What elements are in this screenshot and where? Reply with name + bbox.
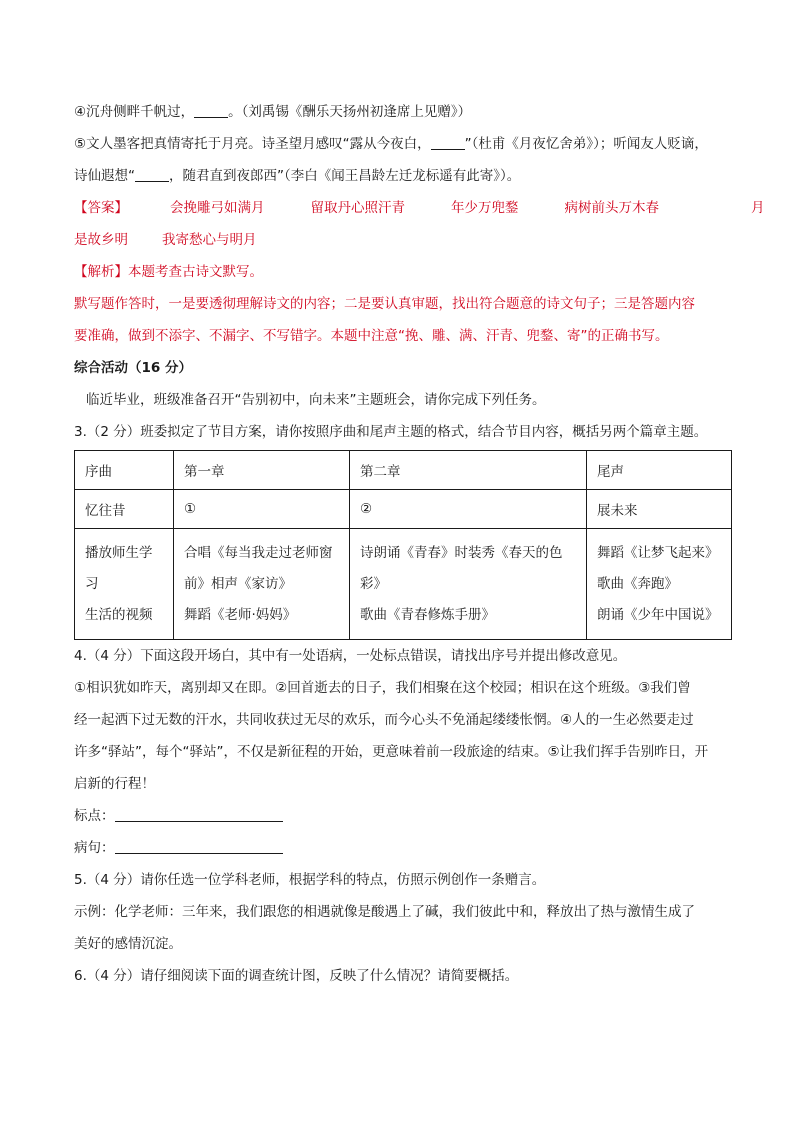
table-cell: 播放师生学习 生活的视频 xyxy=(75,529,174,640)
table-header-cell: 尾声 xyxy=(587,451,732,490)
q4-stem: 4.（4 分）下面这段开场白，其中有一处语病，一处标点错误，请找出序号并提出修改意见。 xyxy=(74,648,627,664)
q4-passage: 许多“驿站”，每个“驿站”，不仅是新征程的开始，更意味着前一段旅途的结束。⑤让我们挥手告别昨日，开 xyxy=(74,744,709,760)
sentence-label: 病句： xyxy=(74,840,115,856)
table-cell: ② xyxy=(350,490,587,529)
table-row xyxy=(75,451,732,490)
answer-item: 年少万兜鍪 xyxy=(451,200,519,216)
poem-item-4: ④沉舟侧畔千帆过， 。（刘禹锡《酬乐天扬州初逢席上见赠》） xyxy=(74,104,472,120)
q4-passage: 经一起洒下过无数的汗水，共同收获过无尽的欢乐，而今心头不免涌起缕缕怅惘。④人的一生必然要走过 xyxy=(74,712,694,728)
q5-example: 示例：化学老师：三年来，我们跟您的相遇就像是酸遇上了碱，我们彼此中和，释放出了热与激情生成了 xyxy=(74,904,695,920)
document-page xyxy=(74,96,765,992)
table-row xyxy=(75,490,732,529)
answer-item: 我寄愁心与明月 xyxy=(162,232,257,248)
answer-item: 是故乡明 xyxy=(74,232,128,248)
section-title: 综合活动（16 分） xyxy=(74,360,192,376)
punctuation-answer-field[interactable] xyxy=(115,807,283,822)
analysis-label: 【解析】 xyxy=(74,264,128,280)
answer-line-2 xyxy=(74,224,734,256)
answer-blank xyxy=(431,135,465,150)
answer-blank xyxy=(194,103,228,118)
q5-stem: 5.（4 分）请你任选一位学科老师，根据学科的特点，仿照示例创作一条赠言。 xyxy=(74,872,546,888)
answer-item: 会挽雕弓如满月 xyxy=(170,200,265,216)
q5-example: 美好的感情沉淀。 xyxy=(74,936,182,952)
analysis-heading: 【解析】本题考查古诗文默写。 xyxy=(74,264,263,280)
table-header-cell: 第二章 xyxy=(350,451,587,490)
table-cell: 舞蹈《让梦飞起来》 歌曲《奔跑》 朗诵《少年中国说》 xyxy=(587,529,732,640)
punctuation-label: 标点： xyxy=(74,808,115,824)
table-row xyxy=(75,529,732,640)
poem-item-5: ⑤文人墨客把真情寄托于月亮。诗圣望月感叹“露从今夜白， ”（杜甫《月夜忆舍弟》）；听闻友人贬谪， xyxy=(74,136,708,152)
table-cell: 展未来 xyxy=(587,490,732,529)
answer-item: 留取丹心照汗青 xyxy=(310,200,405,216)
answer-label: 【答案】 xyxy=(74,200,128,216)
q4-passage: ①相识犹如昨天，离别却又在即。②回首逝去的日子，我们相聚在这个校园；相识在这个班级。③我们曾 xyxy=(74,680,691,696)
analysis-text: 要准确，做到不添字、不漏字、不写错字。本题中注意“挽、雕、满、汗青、兜鍪、寄”的正确书写。 xyxy=(74,328,669,344)
table-cell: ① xyxy=(174,490,350,529)
table-cell: 诗朗诵《青春》时装秀《春天的色彩》 歌曲《青春修炼手册》 xyxy=(350,529,587,640)
punctuation-answer-line xyxy=(74,800,734,832)
q3-stem: 3.（2 分）班委拟定了节目方案，请你按照序曲和尾声主题的格式，结合节目内容，概括另两个篇章主题。 xyxy=(74,424,708,440)
poem-item-5-cont: 诗仙遐想“ ，随君直到夜郎西”（李白《闻王昌龄左迁龙标遥有此寄》）。 xyxy=(74,168,521,184)
q4-passage: 启新的行程！ xyxy=(74,776,155,792)
section-intro: 临近毕业，班级准备召开“告别初中，向未来”主题班会，请你完成下列任务。 xyxy=(86,392,546,408)
sentence-answer-line xyxy=(74,832,734,864)
table-header-cell: 序曲 xyxy=(75,451,174,490)
q6-stem: 6.（4 分）请仔细阅读下面的调查统计图，反映了什么情况？请简要概括。 xyxy=(74,968,519,984)
sentence-answer-field[interactable] xyxy=(115,839,283,854)
answer-item: 病树前头万木春 xyxy=(564,200,659,216)
table-header-cell: 第一章 xyxy=(174,451,350,490)
table-cell: 忆往昔 xyxy=(75,490,174,529)
answer-line xyxy=(74,192,765,224)
table-cell: 合唱《每当我走过老师窗 前》相声《家访》 舞蹈《老师·妈妈》 xyxy=(174,529,350,640)
answer-blank xyxy=(135,167,169,182)
program-table xyxy=(74,450,732,640)
analysis-text: 默写题作答时，一是要透彻理解诗文的内容；二是要认真审题，找出符合题意的诗文句子；三是答题内容 xyxy=(74,296,695,312)
answer-item: 月 xyxy=(751,200,765,216)
